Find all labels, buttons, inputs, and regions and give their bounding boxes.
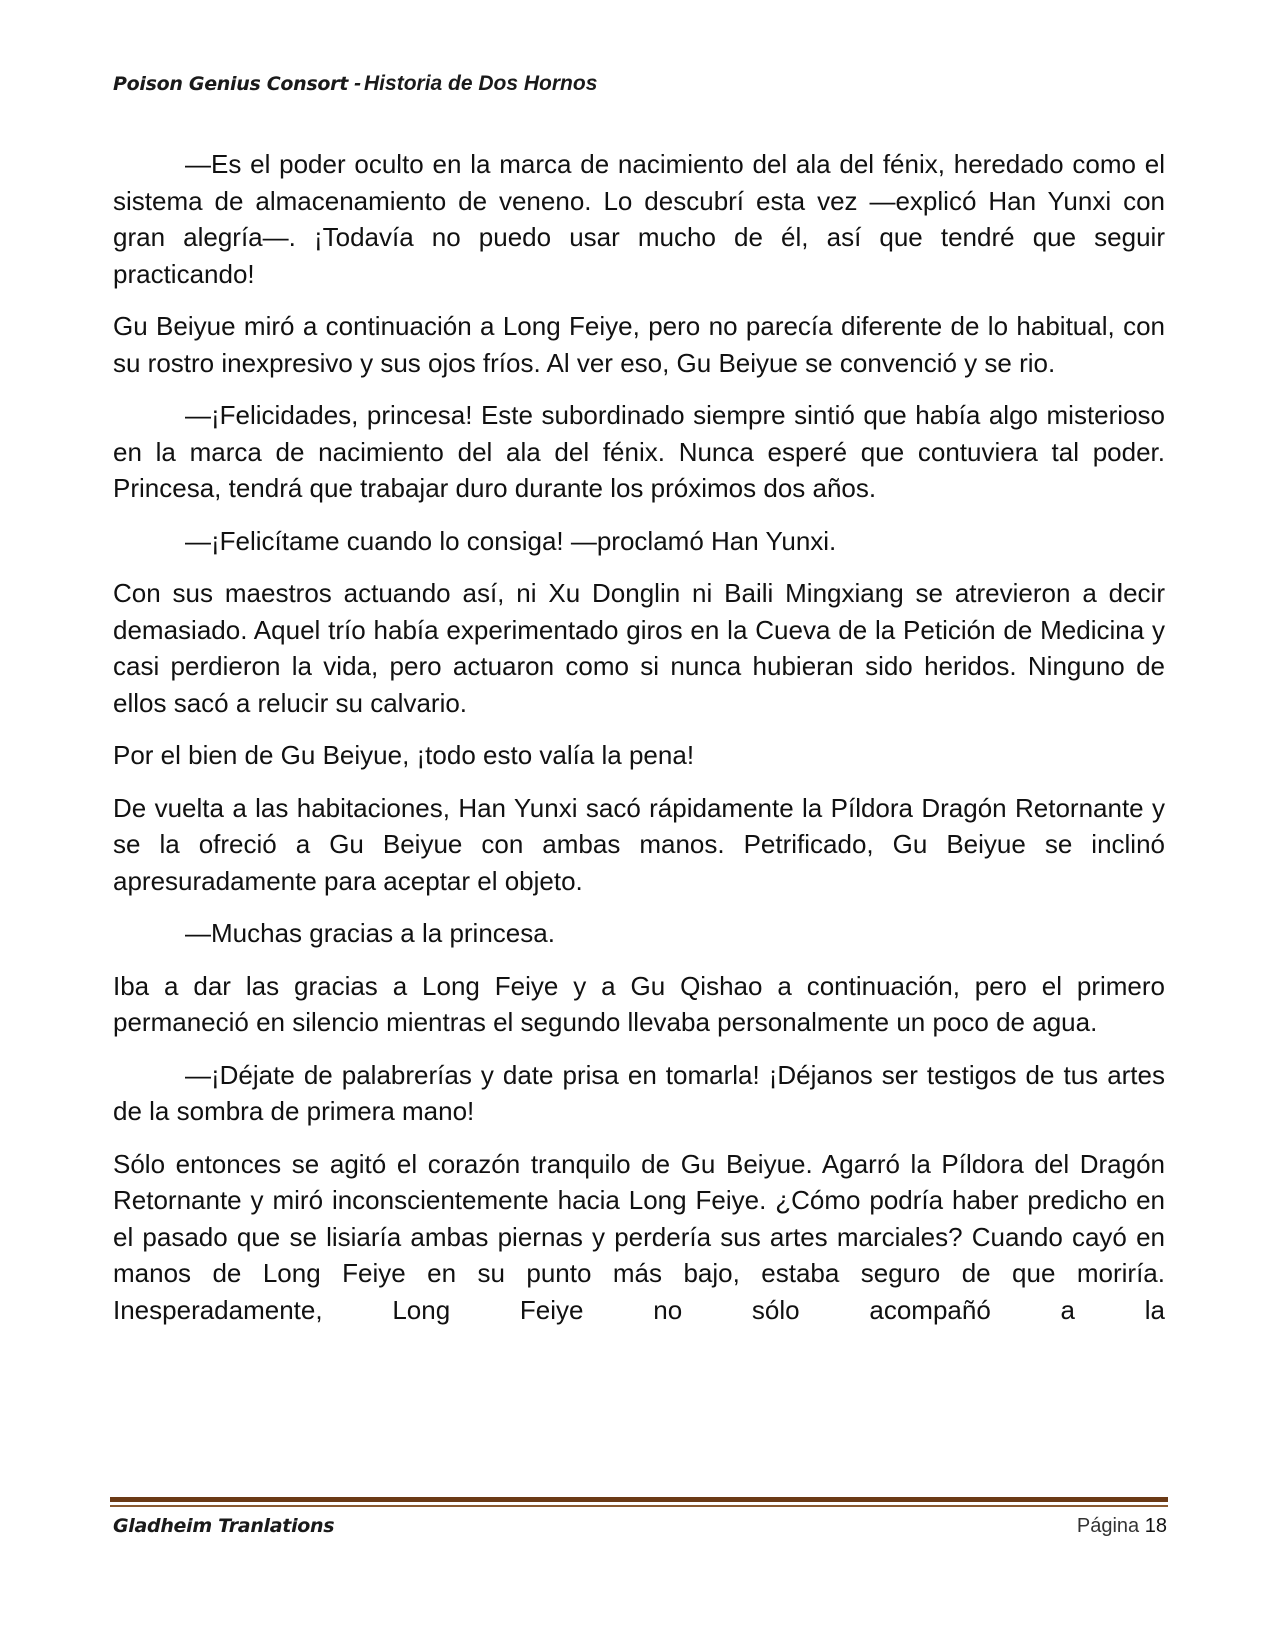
footer-divider-thin <box>110 1505 1168 1507</box>
narrative-paragraph: De vuelta a las habitaciones, Han Yunxi sacó rápidamente la Píldora Dragón Retornante y se la ofreció a Gu Beiyue con ambas manos. Petrificado, Gu Beiyue se inclinó apresuradamente para aceptar el objeto. <box>113 792 1165 896</box>
page-header <box>113 72 597 96</box>
narrative-paragraph: Gu Beiyue miró a continuación a Long Feiye, pero no parecía diferente de lo habitual, con su rostro inexpresivo y sus ojos fríos. Al ver eso, Gu Beiyue se convenció y se rio. <box>113 311 1165 378</box>
narrative-paragraph: Con sus maestros actuando así, ni Xu Donglin ni Baili Mingxiang se atrevieron a decir demasiado. Aquel trío había experimentado giros en la Cueva de la Petición de Medicina y casi perdieron la vida, pero actuaron como si nunca hubieran sido heridos. Ninguno de ellos sacó a relucir su calvario. <box>113 578 1165 718</box>
page-label: Página <box>1076 1515 1140 1537</box>
dialogue-paragraph: —¡Felicidades, princesa! Este subordinado siempre sintió que había algo misterioso en la marca de nacimiento del ala del fénix. Nunca esperé que contuviera tal poder. Princesa, tendrá que trabajar duro durante los próximos dos años. <box>113 400 1165 503</box>
dialogue-paragraph: —Muchas gracias a la princesa. <box>185 918 555 948</box>
page-body <box>113 146 1165 1328</box>
page-number-value: 18 <box>1144 1515 1167 1537</box>
page-number <box>1077 1515 1167 1538</box>
dialogue-paragraph: —¡Felicítame cuando lo consiga! —proclamó Han Yunxi. <box>185 525 837 556</box>
narrative-paragraph: Por el bien de Gu Beiyue, ¡todo esto valía la pena! <box>113 740 695 770</box>
narrative-paragraph: Iba a dar las gracias a Long Feiye y a Gu Qishao a continuación, pero el primero permaneció en silencio mientras el segundo llevaba personalmente un poco de agua. <box>113 970 1165 1037</box>
footer-divider-thick <box>110 1497 1168 1502</box>
series-title: Poison Genius Consort <box>113 73 349 95</box>
translator-credit: Gladheim Tranlations <box>113 1515 335 1537</box>
narrative-paragraph: Sólo entonces se agitó el corazón tranquilo de Gu Beiyue. Agarró la Píldora del Dragón Retornante y miró inconscientemente hacia Long Feiye. ¿Cómo podría haber predicho en el pasado que se lisiaría ambas piernas y perdería sus artes marciales? Cuando cayó en manos de Long Feiye en su punto más bajo, estaba seguro de que moriría. Inesperadamente, Long Feiye no sólo acompañó a la <box>113 1148 1165 1325</box>
chapter-title: Historia de Dos Hornos <box>364 72 598 95</box>
header-separator: - <box>354 72 362 95</box>
dialogue-paragraph: —¡Déjate de palabrerías y date prisa en tomarla! ¡Déjanos ser testigos de tus artes de la sombra de primera mano! <box>113 1059 1165 1126</box>
dialogue-paragraph: —Es el poder oculto en la marca de nacimiento del ala del fénix, heredado como el sistema de almacenamiento de veneno. Lo descubrí esta vez —explicó Han Yunxi con gran alegría—. ¡Todavía no puedo usar mucho de él, así que tendré que seguir practicando! <box>113 149 1165 289</box>
